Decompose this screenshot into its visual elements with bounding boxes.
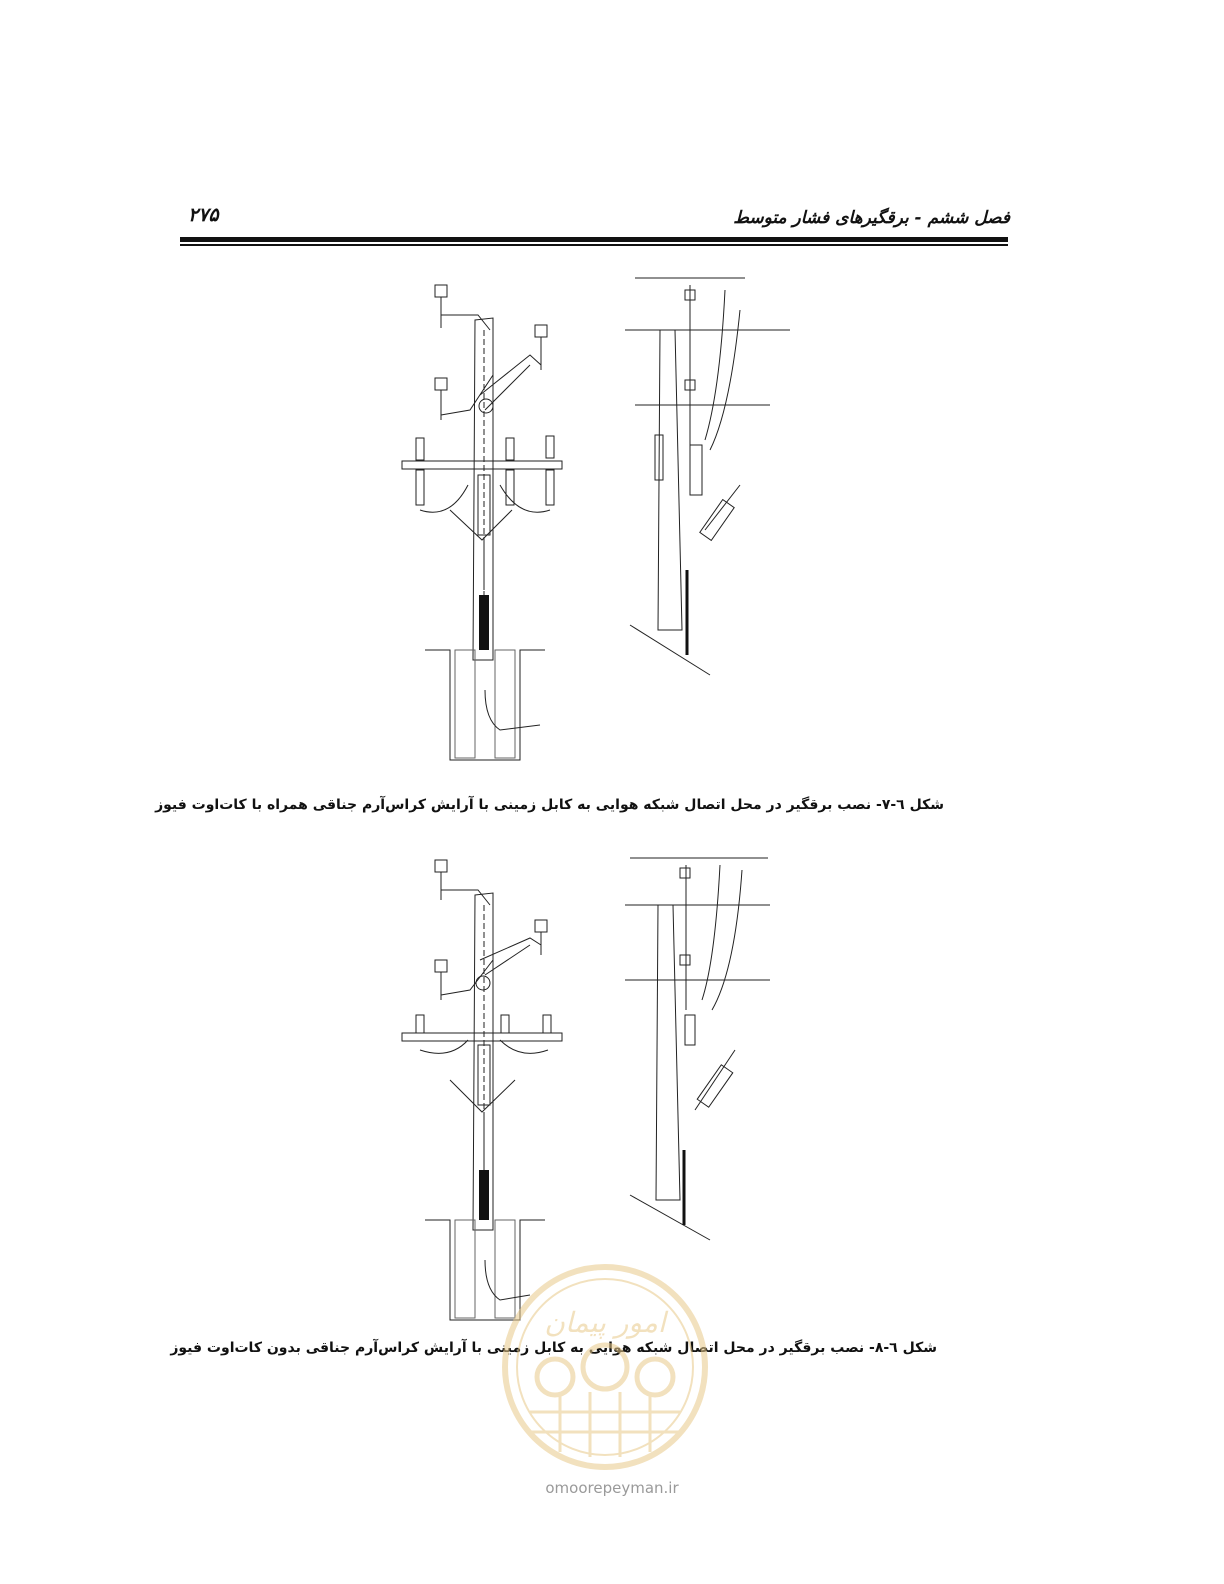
page-number: ۲۷۵ bbox=[188, 204, 219, 226]
figure-6-7-caption: شکل ٦-٧- نصب برقگیر در محل اتصال شبکه هوایی به کابل زمینی با آرایش کراس‌آرم جناقی همراه با کات‌اوت فیوز bbox=[155, 797, 944, 813]
header-rule bbox=[180, 237, 1008, 242]
watermark-logo bbox=[500, 1262, 710, 1472]
header-rule-thin bbox=[180, 244, 1008, 246]
figure-6-8-drawing bbox=[390, 850, 810, 1330]
figure-6-7-drawing bbox=[390, 270, 810, 770]
watermark-text: امور پیمان bbox=[544, 1306, 666, 1339]
chapter-title: فصل ششم - برقگیرهای فشار متوسط bbox=[733, 208, 1010, 228]
watermark-url: omoorepeyman.ir bbox=[545, 1479, 679, 1497]
figure-6-8-caption: شکل ٦-٨- نصب برقگیر در محل اتصال شبکه هوایی به کابل زمینی با آرایش کراس‌آرم جناقی بدون کات‌اوت فیوز bbox=[170, 1340, 937, 1356]
